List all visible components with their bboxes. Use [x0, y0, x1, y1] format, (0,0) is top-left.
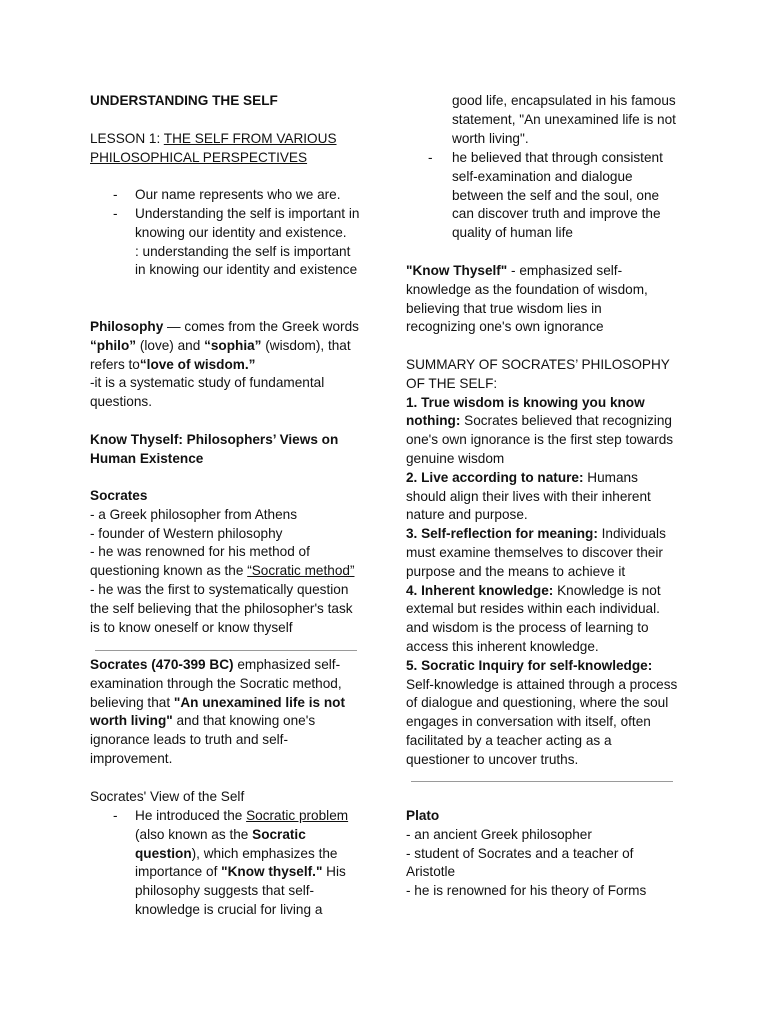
view-item-2-text: he believed that through consistent self-examination and dialogue between the self and the soul, one can discover truth and improve the quality of human life: [452, 150, 663, 241]
know-thyself-heading: Know Thyself: Philosophers’ Views on Human Existence: [90, 432, 339, 466]
plato-line-2: - student of Socrates and a teacher of Aristotle: [406, 845, 634, 880]
summary-point-1-label: 1. True wisdom is knowing you know nothing:: [406, 394, 645, 429]
text-run: — comes from the Greek words: [163, 319, 359, 334]
text-run: - emphasized self-knowledge as the foundation of wisdom, believing that true wisdom lies in recognizing one's own ignorance: [406, 263, 648, 335]
text-run: His philosophy suggests that self-knowledge is crucial for living a: [135, 864, 346, 917]
lesson-prefix: LESSON 1:: [90, 131, 164, 146]
summary-section: [406, 356, 678, 770]
summary-point-1: [406, 394, 678, 469]
summary-point-5-text: Self-knowledge is attained through a process of dialogue and questioning, where the soul engages in conversation with itself, often facilitated by a teacher acting as a questioner to uncover truths.: [406, 676, 678, 767]
socrates-heading: Socrates: [90, 488, 148, 503]
term-philo: “philo”: [90, 337, 137, 353]
summary-point-2-label: 2. Live according to nature:: [406, 469, 584, 485]
summary-point-4-label: 4. Inherent knowledge:: [406, 582, 554, 598]
text-run: and that knowing one's ignorance leads to truth and self-improvement.: [90, 713, 316, 766]
term-love-of-wisdom: “love of wisdom.”: [139, 356, 256, 372]
plato-section: [406, 807, 678, 901]
summary-point-3: [406, 525, 678, 581]
plato-line-1: - an ancient Greek philosopher: [406, 826, 592, 842]
philosophy-paragraph: [90, 318, 366, 412]
summary-point-4: [406, 582, 678, 657]
dash-bullet: -: [428, 150, 433, 165]
dash-bullet: -: [113, 206, 118, 221]
text-run: (wisdom), that refers to: [90, 337, 351, 372]
view-item-2: [406, 149, 678, 243]
intro-item-2-text: Understanding the self is important in knowing our identity and existence.: [135, 206, 360, 240]
summary-heading: SUMMARY OF SOCRATES’ PHILOSOPHY OF THE SELF:: [406, 357, 670, 391]
dash-bullet: -: [113, 187, 118, 202]
philosophy-definition: -it is a systematic study of fundamental questions.: [90, 375, 325, 410]
text-run: Individuals must examine themselves to discover their purpose and the means to achieve it: [406, 526, 666, 579]
text-run: (love) and: [136, 337, 205, 353]
text-run: ), which emphasizes the importance of: [135, 845, 338, 880]
term-sophia: “sophia”: [204, 337, 262, 353]
lesson-heading: [90, 130, 370, 168]
summary-point-2: [406, 469, 678, 525]
intro-item-2: [90, 205, 364, 280]
view-heading: Socrates' View of the Self: [90, 789, 245, 804]
socrates-line-2: - founder of Western philosophy: [90, 525, 283, 541]
plato-line-3: - he is renowned for his theory of Forms: [406, 883, 647, 899]
text-run: He introduced the: [135, 808, 247, 823]
know-thyself-term: "Know Thyself": [406, 263, 508, 278]
socrates-paragraph: [90, 656, 352, 769]
know-thyself-quote: "Know thyself.": [221, 864, 323, 880]
philosophy-term: Philosophy: [90, 319, 164, 334]
unexamined-life-quote: "An unexamined life is not worth living": [90, 694, 345, 729]
plato-heading: Plato: [406, 808, 440, 823]
dash-bullet: -: [113, 808, 118, 823]
page-title: UNDERSTANDING THE SELF: [90, 93, 278, 108]
socratic-question-term: Socratic question: [135, 826, 306, 861]
know-thyself-paragraph: [406, 262, 668, 337]
text-run: Socrates believed that recognizing one's own ignorance is the first step towards genuine wisdom: [406, 413, 674, 466]
intro-item-2-continuation: : understanding the self is important in knowing our identity and existence: [135, 243, 358, 278]
divider: [411, 781, 673, 782]
intro-item-1-text: Our name represents who we are.: [135, 187, 341, 202]
view-item-1: [90, 807, 365, 920]
socrates-line-3: [90, 543, 366, 581]
socrates-dates: Socrates (470-399 BC): [90, 657, 234, 672]
summary-point-3-label: 3. Self-reflection for meaning:: [406, 526, 598, 542]
intro-item-1: [90, 186, 364, 205]
summary-point-5-label: 5. Socratic Inquiry for self-knowledge:: [406, 657, 653, 673]
text-run: Humans should align their lives with their inherent nature and purpose.: [406, 469, 651, 523]
lesson-topic: THE SELF FROM VARIOUS PHILOSOPHICAL PERSPECTIVES: [90, 131, 337, 165]
socrates-line-1: - a Greek philosopher from Athens: [90, 506, 298, 522]
socratic-problem-term: Socratic problem: [246, 808, 349, 823]
socrates-line-4: - he was the first to systematically question the self believing that the philosopher's task is to know oneself or know thyself: [90, 581, 353, 635]
text-run: Knowledge is not extemal but resides within each individual. and wisdom is the process of learning to access this inherent knowledge.: [406, 582, 661, 654]
text-run: (also known as the: [135, 826, 253, 842]
text-run: - he was renowned for his method of questioning known as the: [90, 544, 310, 579]
socrates-section: [90, 487, 366, 637]
text-run: emphasized self-examination through the Socratic method, believing that: [90, 657, 342, 710]
view-item-1-continuation: good life, encapsulated in his famous statement, "An unexamined life is not worth living".: [452, 93, 676, 146]
socratic-method-term: “Socratic method”: [247, 563, 355, 579]
divider: [95, 650, 357, 651]
